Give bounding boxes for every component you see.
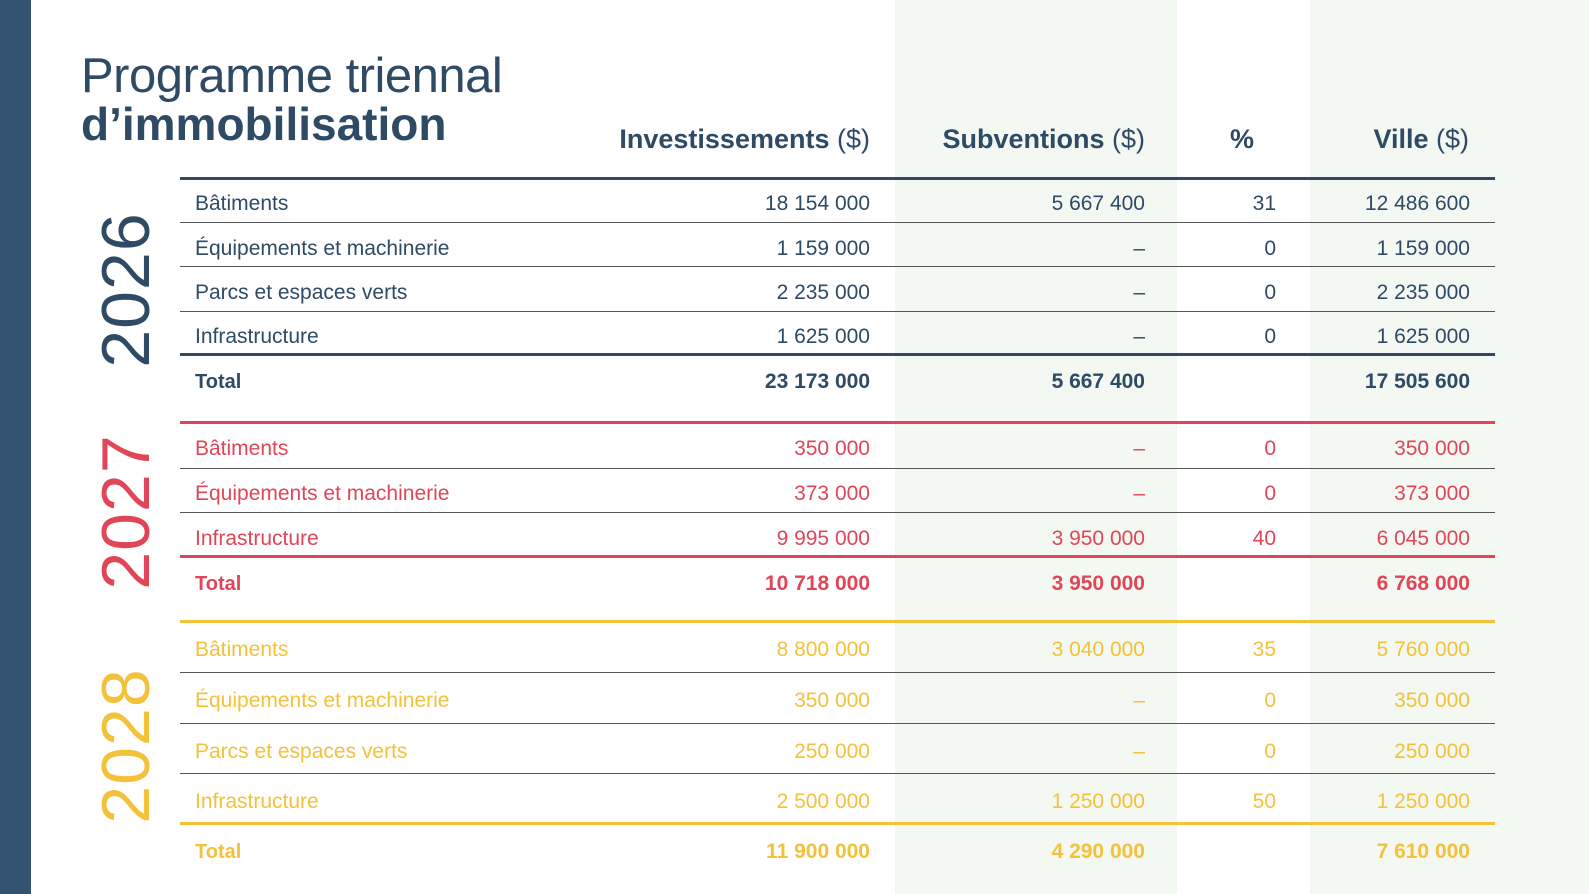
row-investissements: 373 000 xyxy=(794,482,870,505)
total-rule-2027 xyxy=(180,555,1495,558)
row-label: Infrastructure xyxy=(195,790,319,813)
total-subventions: 3 950 000 xyxy=(1051,572,1145,595)
row-investissements: 9 995 000 xyxy=(776,527,870,550)
table-row xyxy=(180,686,1495,716)
row-label: Bâtiments xyxy=(195,638,289,661)
year-label-2027: 2027 xyxy=(88,434,164,590)
row-subventions: – xyxy=(1133,237,1145,260)
total-label: Total xyxy=(195,841,242,863)
table-row xyxy=(180,322,1495,352)
row-ville: 250 000 xyxy=(1394,740,1470,763)
header-investissements-unit: ($) xyxy=(837,124,870,154)
table-row xyxy=(180,787,1495,817)
table-row xyxy=(180,189,1495,219)
total-rule-2028 xyxy=(180,822,1495,825)
header-percent: % xyxy=(1230,124,1255,154)
section-rule-2026 xyxy=(180,177,1495,180)
row-investissements: 2 235 000 xyxy=(776,281,870,304)
row-label: Parcs et espaces verts xyxy=(195,281,408,304)
row-ville: 6 045 000 xyxy=(1376,527,1470,550)
table-row xyxy=(180,278,1495,308)
row-percent: 0 xyxy=(1264,740,1276,763)
total-investissements: 11 900 000 xyxy=(766,840,870,863)
row-divider xyxy=(180,311,1495,312)
total-row-2026 xyxy=(180,367,1495,397)
total-ville: 7 610 000 xyxy=(1376,840,1470,863)
row-subventions: – xyxy=(1133,325,1145,348)
total-ville: 6 768 000 xyxy=(1376,572,1470,595)
row-subventions: – xyxy=(1133,437,1145,460)
row-divider xyxy=(180,266,1495,267)
row-subventions: – xyxy=(1133,482,1145,505)
page-title xyxy=(81,49,503,150)
total-label: Total xyxy=(195,371,242,393)
row-divider xyxy=(180,723,1495,724)
row-percent: 0 xyxy=(1264,237,1276,260)
table-row xyxy=(180,479,1495,509)
total-subventions: 5 667 400 xyxy=(1051,370,1145,393)
row-ville: 1 625 000 xyxy=(1376,325,1470,348)
total-rule-2026 xyxy=(180,353,1495,356)
header-subventions-label: Subventions xyxy=(942,124,1105,154)
row-investissements: 350 000 xyxy=(794,689,870,712)
total-subventions: 4 290 000 xyxy=(1051,840,1145,863)
row-subventions: – xyxy=(1133,740,1145,763)
header-investissements-label: Investissements xyxy=(619,124,830,154)
row-label: Parcs et espaces verts xyxy=(195,740,408,763)
row-ville: 350 000 xyxy=(1394,437,1470,460)
row-ville: 350 000 xyxy=(1394,689,1470,712)
table-row xyxy=(180,635,1495,665)
row-divider xyxy=(180,672,1495,673)
header-investissements xyxy=(619,124,870,155)
row-subventions: – xyxy=(1133,281,1145,304)
row-label: Bâtiments xyxy=(195,437,289,460)
total-row-2027 xyxy=(180,569,1495,599)
row-divider xyxy=(180,222,1495,223)
year-label-2028: 2028 xyxy=(88,668,164,824)
row-subventions: 1 250 000 xyxy=(1051,790,1145,813)
row-investissements: 8 800 000 xyxy=(776,638,870,661)
row-subventions: 5 667 400 xyxy=(1051,192,1145,215)
table-row xyxy=(180,524,1495,554)
row-percent: 35 xyxy=(1252,638,1276,661)
row-percent: 0 xyxy=(1264,689,1276,712)
row-ville: 12 486 600 xyxy=(1364,192,1470,215)
row-investissements: 1 159 000 xyxy=(776,237,870,260)
row-label: Équipements et machinerie xyxy=(195,237,450,260)
row-ville: 2 235 000 xyxy=(1376,281,1470,304)
left-accent-bar xyxy=(0,0,31,894)
total-label: Total xyxy=(195,573,242,595)
row-ville: 5 760 000 xyxy=(1376,638,1470,661)
row-ville: 373 000 xyxy=(1394,482,1470,505)
row-percent: 0 xyxy=(1264,325,1276,348)
header-ville-label: Ville xyxy=(1373,124,1429,154)
row-investissements: 250 000 xyxy=(794,740,870,763)
row-investissements: 1 625 000 xyxy=(776,325,870,348)
row-percent: 31 xyxy=(1252,192,1276,215)
row-subventions: – xyxy=(1133,689,1145,712)
header-subventions-unit: ($) xyxy=(1112,124,1145,154)
row-divider xyxy=(180,468,1495,469)
title-line-2: d’immobilisation xyxy=(81,98,447,150)
table-row xyxy=(180,737,1495,767)
row-divider xyxy=(180,512,1495,513)
row-ville: 1 159 000 xyxy=(1376,237,1470,260)
row-divider xyxy=(180,773,1495,774)
section-rule-2028 xyxy=(180,620,1495,623)
total-investissements: 10 718 000 xyxy=(764,572,870,595)
row-percent: 0 xyxy=(1264,482,1276,505)
row-percent: 0 xyxy=(1264,437,1276,460)
row-ville: 1 250 000 xyxy=(1376,790,1470,813)
table-row xyxy=(180,234,1495,264)
header-subventions xyxy=(942,124,1145,155)
table-row xyxy=(180,434,1495,464)
title-line-1: Programme triennal xyxy=(81,49,503,103)
row-label: Équipements et machinerie xyxy=(195,482,450,505)
row-percent: 50 xyxy=(1252,790,1276,813)
section-rule-2027 xyxy=(180,421,1495,424)
row-subventions: 3 040 000 xyxy=(1051,638,1145,661)
header-ville-unit: ($) xyxy=(1436,124,1469,154)
row-label: Équipements et machinerie xyxy=(195,689,450,712)
row-label: Bâtiments xyxy=(195,192,289,215)
total-ville: 17 505 600 xyxy=(1364,370,1470,393)
total-investissements: 23 173 000 xyxy=(764,370,870,393)
row-subventions: 3 950 000 xyxy=(1051,527,1145,550)
row-investissements: 18 154 000 xyxy=(764,192,870,215)
row-percent: 40 xyxy=(1252,527,1276,550)
row-label: Infrastructure xyxy=(195,527,319,550)
row-investissements: 2 500 000 xyxy=(776,790,870,813)
row-percent: 0 xyxy=(1264,281,1276,304)
row-investissements: 350 000 xyxy=(794,437,870,460)
header-ville xyxy=(1373,124,1469,155)
total-row-2028 xyxy=(180,837,1495,867)
row-label: Infrastructure xyxy=(195,325,319,348)
year-label-2026: 2026 xyxy=(88,212,164,368)
